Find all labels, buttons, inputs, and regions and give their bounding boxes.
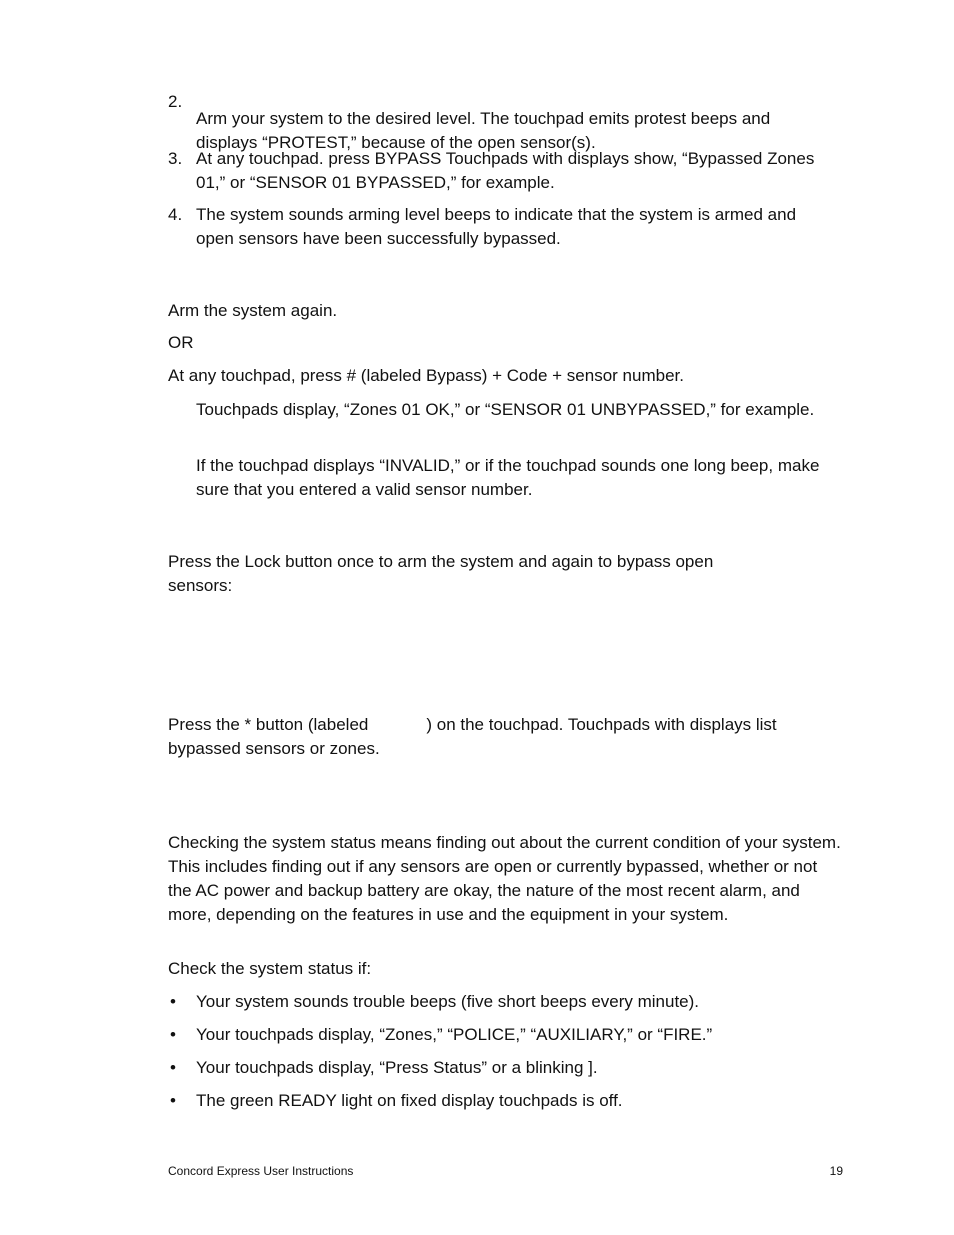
arm-again-text: Arm the system again. <box>168 301 338 320</box>
or-text: OR <box>168 333 194 352</box>
list-item: Your touchpads display, “Zones,” “POLICE,” “AUXILIARY,” or “FIRE.” <box>196 1025 713 1044</box>
list-item: The green READY light on fixed display touchpads is off. <box>196 1091 623 1110</box>
page-number: 19 <box>829 1164 843 1178</box>
step-text: The system sounds arming level beeps to indicate that the system is armed and open sensors have been successfully bypassed. <box>196 205 797 248</box>
check-status-intro: Check the system status if: <box>168 959 372 978</box>
footer-title: Concord Express User Instructions <box>168 1164 354 1178</box>
status-paragraph: Checking the system status means finding out about the current condition of your system. This includes finding out if any sensors are open or currently bypassed, whether or not the AC power and backup battery are okay, the nature of the most recent alarm, and more, depending on the features in use and the equipment in your system. <box>168 833 841 924</box>
step-text: Arm your system to the desired level. The touchpad emits protest beeps and displays “PROTEST,” because of the open sensor(s). <box>196 109 771 152</box>
step-number: 4. <box>168 205 183 224</box>
unbypass-note-invalid: If the touchpad displays “INVALID,” or if the touchpad sounds one long beep, make sure that you entered a valid sensor number. <box>196 456 820 499</box>
list-item: Your touchpads display, “Press Status” or a blinking ]. <box>196 1058 598 1077</box>
star-button-text <box>168 713 840 761</box>
step-text: At any touchpad. press BYPASS Touchpads with displays show, “Bypassed Zones 01,” or “SENSOR 01 BYPASSED,” for example. <box>196 149 815 192</box>
unbypass-instruction: At any touchpad, press # (labeled Bypass) + Code + sensor number. <box>168 366 684 385</box>
step-number: 3. <box>168 149 183 168</box>
star-text-after: ) on the touchpad. Touchpads with displays list bypassed sensors or zones. <box>168 715 777 758</box>
bullet-icon: • <box>170 1091 176 1110</box>
bullet-icon: • <box>170 1058 176 1077</box>
unbypass-note-display: Touchpads display, “Zones 01 OK,” or “SENSOR 01 UNBYPASSED,” for example. <box>196 400 815 419</box>
bullet-icon: • <box>170 1025 176 1044</box>
step-number: 2. <box>168 92 183 111</box>
bullet-icon: • <box>170 992 176 1011</box>
star-text-before: Press the * button (labeled <box>168 715 369 734</box>
list-item: Your system sounds trouble beeps (five short beeps every minute). <box>196 992 700 1011</box>
lock-button-text: Press the Lock button once to arm the system and again to bypass open sensors: <box>168 552 714 595</box>
